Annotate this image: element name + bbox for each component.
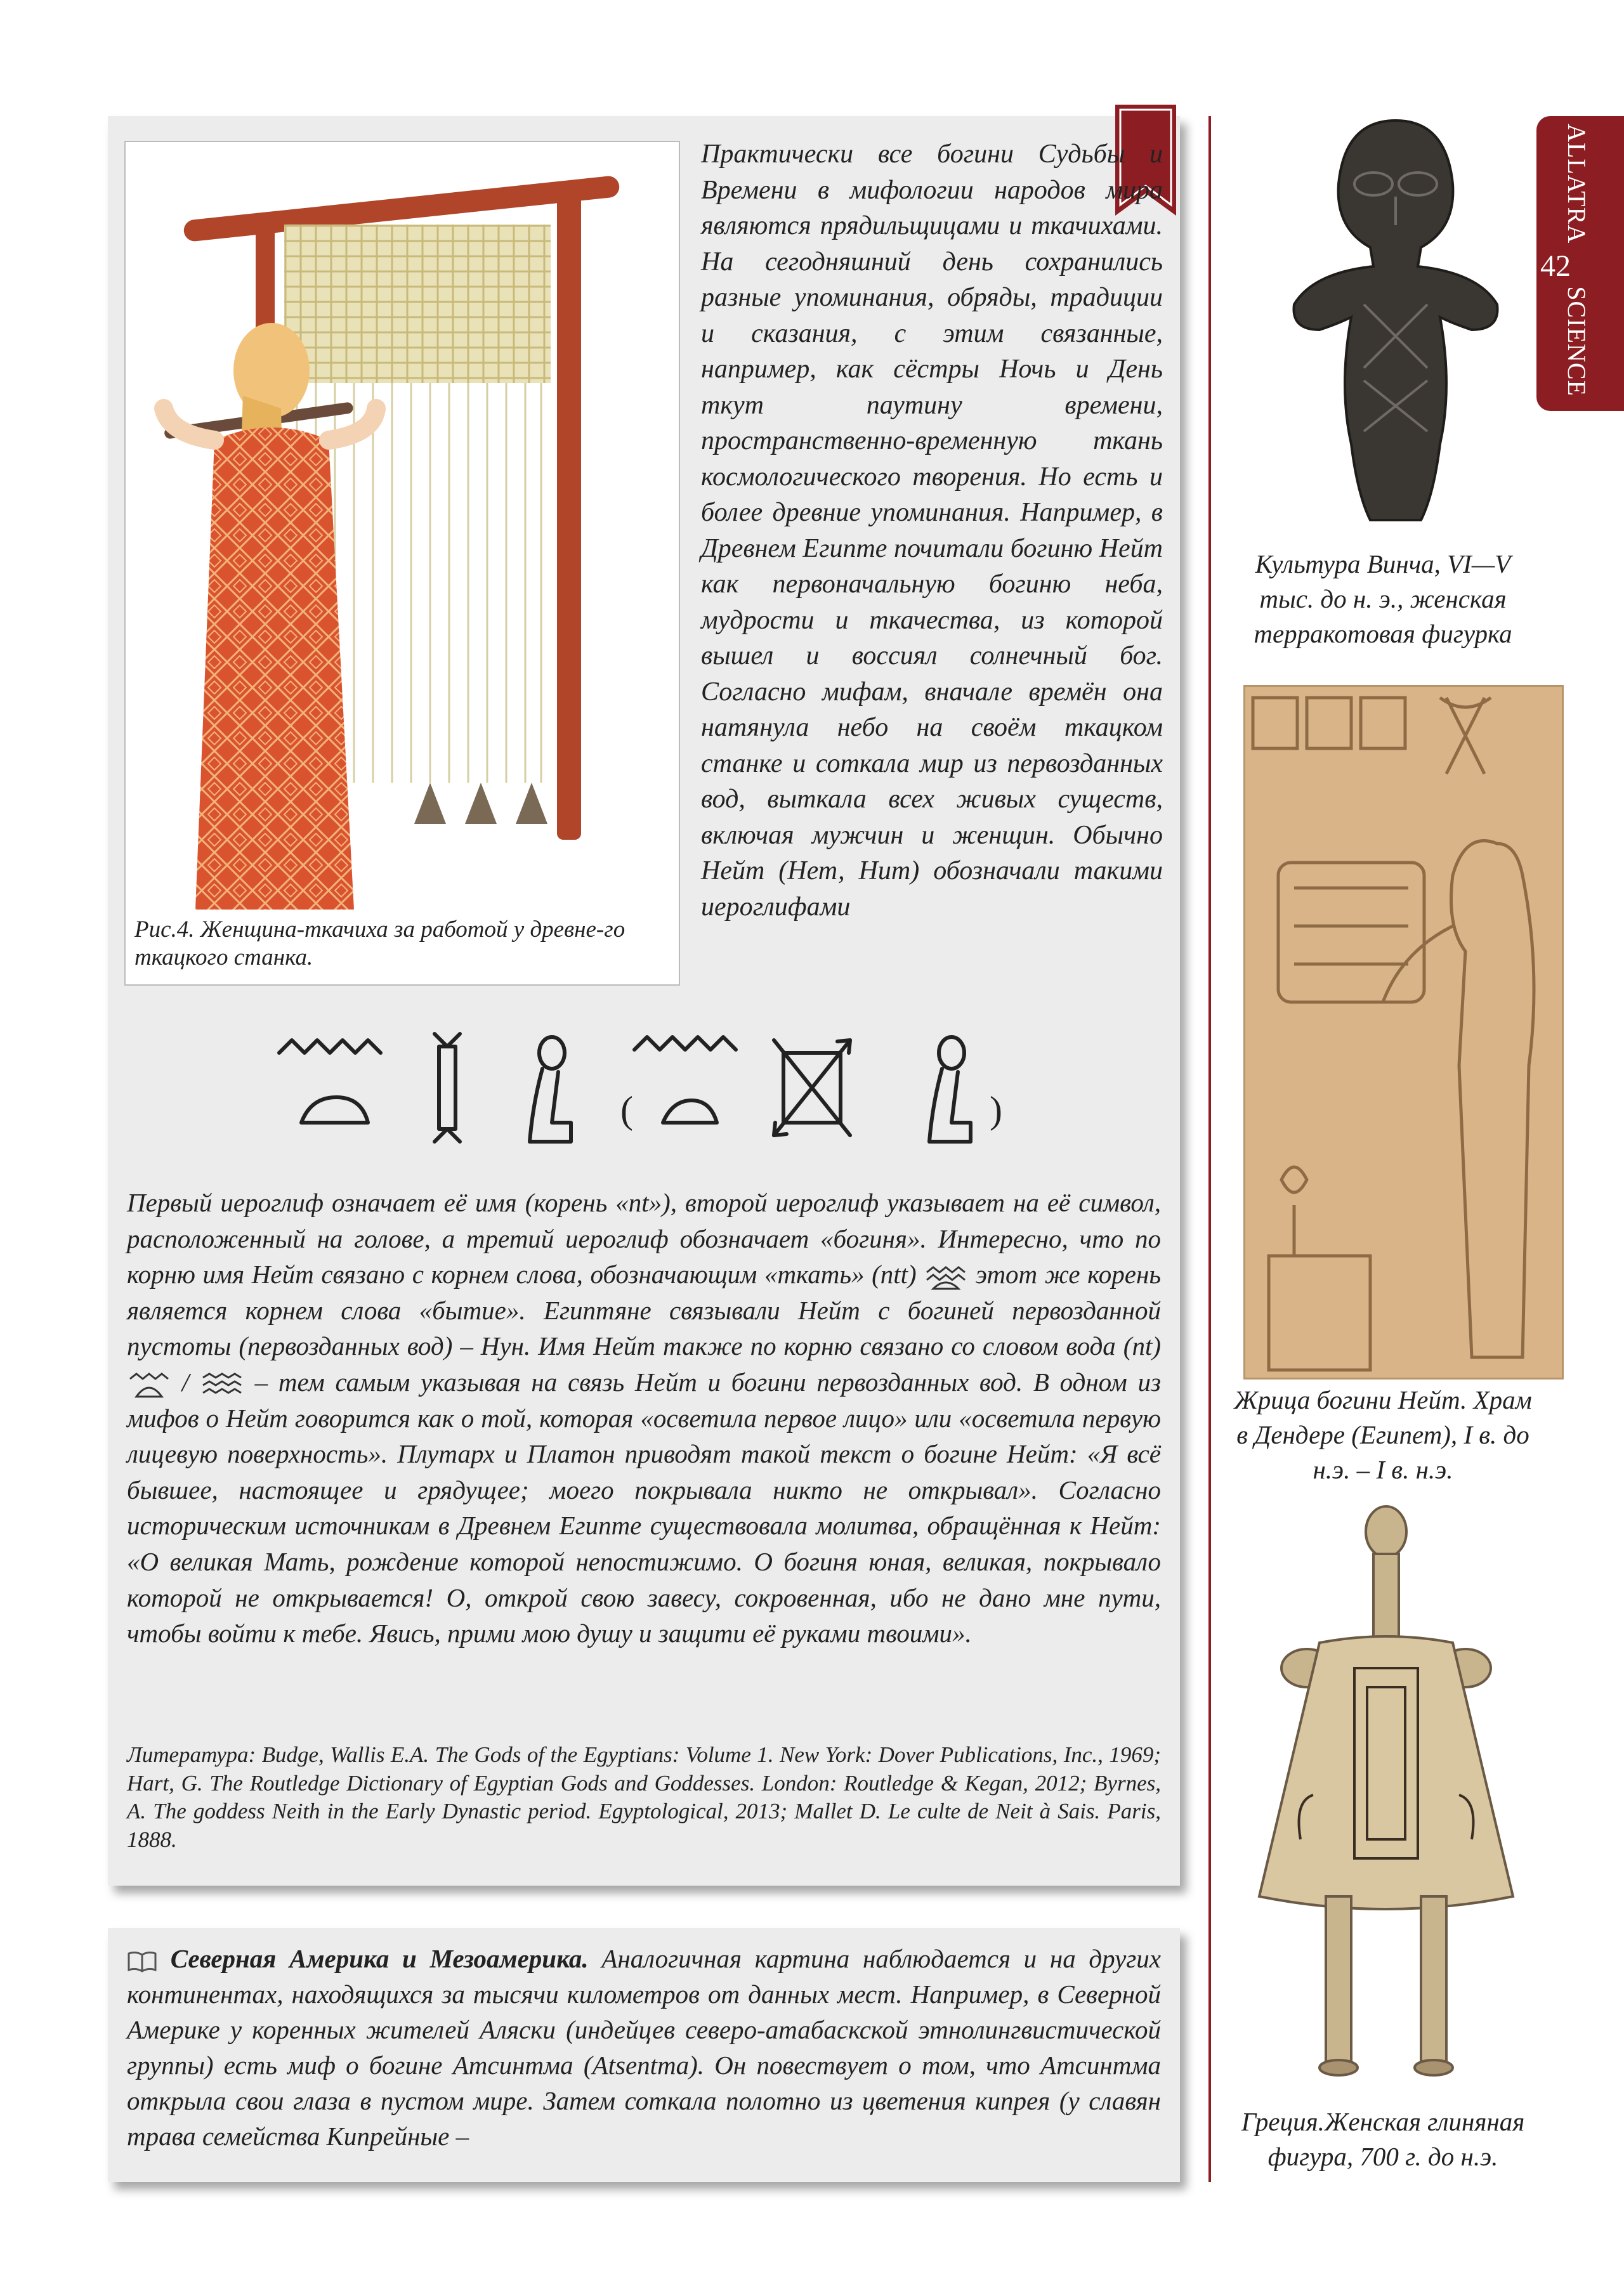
americas-paragraph bbox=[127, 1941, 1161, 2154]
crossed-arrows-glyph-icon bbox=[774, 1040, 850, 1135]
main-paragraph-part1: Первый иероглиф означает её имя (корень «nt»), второй иероглиф указывает на её символ, расположенный на голове, а третий иероглиф обозначает «богиня». Интересно, что по корню имя Нейт связано с корнем слова, обозначающим «ткать» (ntt) bbox=[127, 1188, 1161, 1289]
literature-references: Литература: Budge, Wallis E.A. The Gods of the Egyptians: Volume 1. New York: Dover Publications, Inc., 1969; Hart, G. The Routledge Dictionary of Egyptian Gods and Goddesses. London: Routledge & Kegan, 2012; Byrnes, A. The goddess Neith in the Early Dynastic period. Egyptological, 2013; Mallet D. Le culte de Neit à Sais. Paris, 1888. bbox=[127, 1742, 1161, 1852]
loaf-glyph-2-icon bbox=[663, 1100, 717, 1123]
hieroglyph-open-paren: ( bbox=[620, 1089, 633, 1131]
seated-goddess-glyph-2-icon bbox=[929, 1037, 971, 1142]
weaver-illustration bbox=[126, 142, 679, 910]
hieroglyph-close-paren: ) bbox=[990, 1089, 1002, 1131]
loaf-glyph-icon bbox=[301, 1097, 368, 1123]
figure-weaver-caption: Рис.4. Женщина-ткачиха за работой у древне-го ткацкого станка. bbox=[134, 916, 625, 970]
main-paragraph-part3: – тем самым указывая на связь Нейт и богини первозданных вод. В одном из мифов о Нейт говорится как о той, которая «осветила первое лицо» или «осветила первую лицевую поверхность». Плутарх и Платон приводят такой текст о богине Нейт: «Я всё бывшее, настоящее и грядущее; моего покрывала никто не открывал». Согласно историческим источникам в Древнем Египте существовала молитва, обращённая к Нейт: «О великая Мать, рождение которой непостижимо. О богиня юная, великая, покрывало которой не открывается! О, открой свою завесу, сокровенная, ибо не дано мне пути, чтобы войти к тебе. Явись, прими мою душу и защити её руками твоими». bbox=[127, 1367, 1161, 1648]
weave-root-glyph-icon bbox=[924, 1265, 968, 1290]
greek-caption: Греция.Женская глиняная фигура, 700 г. до н.э. bbox=[1241, 2107, 1525, 2171]
page-divider-line bbox=[1208, 116, 1211, 2182]
page-number: 42 bbox=[1540, 249, 1571, 283]
tab-word-science: SCIENCE bbox=[1562, 286, 1592, 396]
vinca-caption: Культура Винча, VI—V тыс. до н. э., женская терракотовая фигурка bbox=[1254, 549, 1512, 648]
main-paragraph-part2: этот же корень является корнем слова «бытие». Египтяне связывали Нейт с богиней первозданной пустоты (первозданных вод) – Нун. Имя Нейт также по корню связано со словом вода (nt) bbox=[127, 1260, 1161, 1361]
water-lines-glyph-icon bbox=[200, 1373, 244, 1398]
americas-heading: Северная Америка и Мезоамерика. bbox=[170, 1944, 589, 1973]
main-paragraph bbox=[127, 1185, 1161, 1652]
hieroglyphs-neith bbox=[273, 1027, 1091, 1154]
hieroglyph-row bbox=[273, 1027, 1091, 1158]
tab-word-allatra: ALLATRA bbox=[1562, 124, 1592, 244]
open-book-icon bbox=[127, 1951, 157, 1973]
water-word-glyph-icon bbox=[127, 1373, 171, 1398]
americas-text: Аналогичная картина наблюдается и на других континентах, находящихся за тысячи километров от данных мест. Например, в Северной Америке у коренных жителей Аляски (индейцев северо-атабаскской этнолингвистической группы) есть миф о богине Атсинтма (Atsentma). Он повествует о том, что Атсинтма открыла свои глаза в пустом мире. Затем соткала полотно из цветения кипрея (у славян трава семейства Кипрейные – bbox=[127, 1944, 1162, 2151]
dendera-relief-image bbox=[1243, 685, 1564, 1380]
figure-weaver bbox=[124, 141, 680, 986]
intro-paragraph: Практически все богини Судьбы и Времени в мифологии народов мира являются прядильщицами и ткачихами. На сегодняшний день сохранились разные упоминания, обряды, традиции и сказания, с этим связанные, например, как сёстры Ночь и День ткут паутину времени, пространственно-временную ткань космологического творения. Но есть и более древние упоминания. Например, в Древнем Египте почитали богиню Нейт как первоначальную богиню неба, мудрости и ткачества, из которой вышел и воссиял солнечный бог. Согласно мифам, вначале времён она натянула небо на своём ткацком станке и соткала мир из первозданных вод, выткала всех живых существ, включая мужчин и женщин. Обычно Нейт (Нет, Нит) обозначали такими иероглифами bbox=[701, 140, 1163, 922]
water-glyph-icon bbox=[279, 1040, 381, 1053]
seated-goddess-glyph-icon bbox=[530, 1037, 571, 1142]
water-glyph-2-icon bbox=[634, 1037, 736, 1050]
main-paragraph-slash: / bbox=[181, 1367, 190, 1397]
greek-clay-figure-image bbox=[1243, 1503, 1529, 2087]
vinca-figurine-image bbox=[1262, 114, 1529, 533]
relief-caption: Жрица богини Нейт. Храм в Дендере (Египет), I в. до н.э. – I в. н.э. bbox=[1234, 1385, 1532, 1484]
shuttle-glyph-icon bbox=[435, 1034, 460, 1142]
